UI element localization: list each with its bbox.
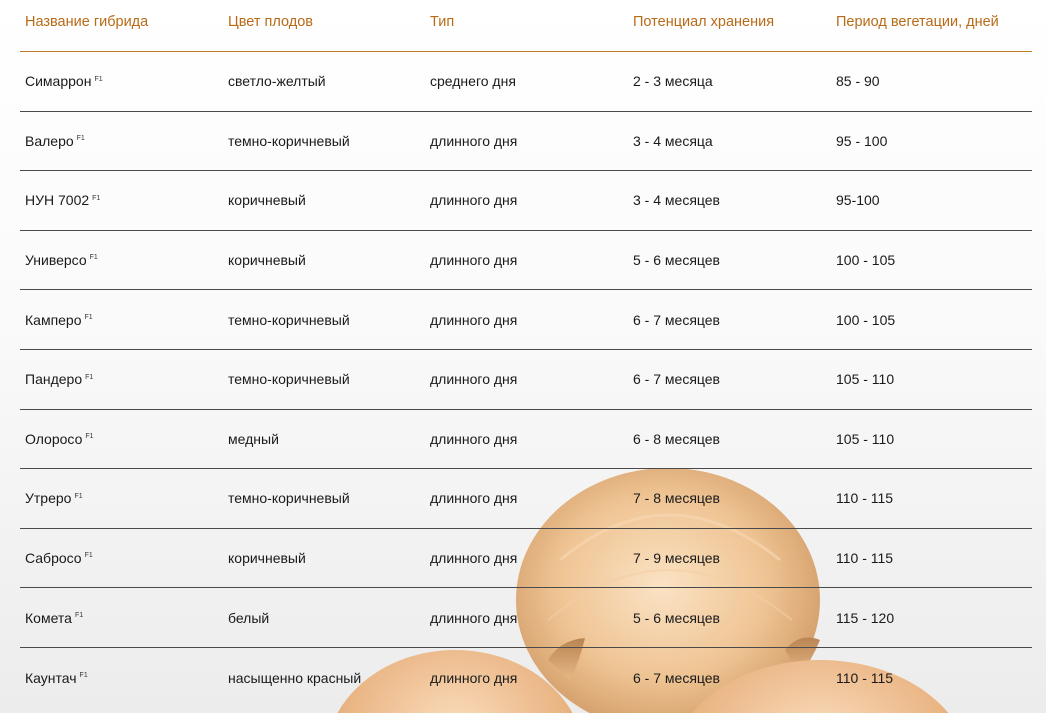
day-type: длинного дня <box>430 430 518 447</box>
day-type: длинного дня <box>430 550 518 567</box>
day-type: длинного дня <box>430 311 518 328</box>
day-type: длинного дня <box>430 371 518 388</box>
vegetation-period: 95-100 <box>836 192 880 209</box>
fruit-color: коричневый <box>228 252 306 269</box>
hybrid-name-cell <box>20 312 228 328</box>
day-type: длинного дня <box>430 192 518 209</box>
storage-potential: 7 - 8 месяцев <box>633 490 720 507</box>
vegetation-period: 110 - 115 <box>836 550 894 567</box>
f1-mark: F1 <box>89 254 98 262</box>
day-type: длинного дня <box>430 252 518 269</box>
table-row <box>20 290 1032 350</box>
day-type: длинного дня <box>430 669 518 686</box>
hybrid-name-cell <box>20 133 228 149</box>
hybrid-name: НУН 7002 <box>25 192 90 209</box>
storage-potential: 5 - 6 месяцев <box>633 252 720 269</box>
table-row <box>20 52 1032 112</box>
vegetation-period: 110 - 115 <box>836 669 894 686</box>
hybrid-name-cell <box>20 192 228 208</box>
f1-mark: F1 <box>74 492 83 500</box>
hybrid-name-cell <box>20 490 228 506</box>
table-row <box>20 231 1032 291</box>
fruit-color: насыщенно красный <box>228 669 362 686</box>
hybrid-name: Симаррон <box>25 73 92 90</box>
table-row <box>20 350 1032 410</box>
hybrid-name: Сабросо <box>25 550 82 567</box>
vegetation-period: 95 - 100 <box>836 132 888 149</box>
hybrid-name-cell <box>20 670 228 686</box>
hybrid-name-cell <box>20 550 228 566</box>
fruit-color: коричневый <box>228 192 306 209</box>
f1-mark: F1 <box>76 135 85 143</box>
table-row <box>20 469 1032 529</box>
hybrid-name: Олоросо <box>25 430 83 447</box>
fruit-color: темно-коричневый <box>228 132 350 149</box>
table-row <box>20 529 1032 589</box>
f1-mark: F1 <box>79 672 88 680</box>
fruit-color: светло-желтый <box>228 73 326 90</box>
day-type: среднего дня <box>430 73 516 90</box>
f1-mark: F1 <box>85 433 94 441</box>
hybrid-name: Комета <box>25 609 72 626</box>
storage-potential: 3 - 4 месяца <box>633 132 713 149</box>
f1-mark: F1 <box>74 611 84 619</box>
f1-mark: F1 <box>84 314 93 322</box>
storage-potential: 5 - 6 месяцев <box>633 609 720 626</box>
hybrid-name: Утреро <box>25 490 72 507</box>
header-period: Период вегетации, дней <box>836 14 999 30</box>
day-type: длинного дня <box>430 490 518 507</box>
hybrid-name: Каунтач <box>25 669 77 686</box>
vegetation-period: 110 - 115 <box>836 490 894 507</box>
hybrid-name-cell <box>20 252 228 268</box>
table-row <box>20 648 1032 708</box>
vegetation-period: 105 - 110 <box>836 371 895 388</box>
header-color: Цвет плодов <box>228 14 313 30</box>
fruit-color: темно-коричневый <box>228 490 350 507</box>
vegetation-period: 85 - 90 <box>836 73 880 90</box>
header-type: Тип <box>430 14 455 30</box>
f1-mark: F1 <box>84 552 93 560</box>
vegetation-period: 105 - 110 <box>836 430 895 447</box>
day-type: длинного дня <box>430 609 518 626</box>
vegetation-period: 100 - 105 <box>836 252 896 269</box>
storage-potential: 3 - 4 месяцев <box>633 192 720 209</box>
storage-potential: 7 - 9 месяцев <box>633 550 720 567</box>
table-row <box>20 171 1032 231</box>
table-row <box>20 588 1032 648</box>
table-row <box>20 410 1032 470</box>
storage-potential: 6 - 7 месяцев <box>633 371 720 388</box>
hybrid-name-cell <box>20 73 228 89</box>
table-row <box>20 112 1032 172</box>
storage-potential: 6 - 7 месяцев <box>633 669 720 686</box>
storage-potential: 6 - 7 месяцев <box>633 311 720 328</box>
day-type: длинного дня <box>430 132 518 149</box>
fruit-color: темно-коричневый <box>228 311 350 328</box>
hybrid-name: Валеро <box>25 132 74 149</box>
hybrid-name: Камперо <box>25 311 82 328</box>
header-name: Название гибрида <box>25 14 149 30</box>
vegetation-period: 100 - 105 <box>836 311 896 328</box>
storage-potential: 6 - 8 месяцев <box>633 430 720 447</box>
table-body <box>20 52 1032 708</box>
f1-mark: F1 <box>94 75 103 83</box>
hybrid-name-cell <box>20 431 228 447</box>
fruit-color: темно-коричневый <box>228 371 350 388</box>
header-storage: Потенциал хранения <box>633 14 775 30</box>
f1-mark: F1 <box>85 373 94 381</box>
table-header <box>20 0 1032 52</box>
hybrid-name-cell <box>20 371 228 387</box>
fruit-color: белый <box>228 609 270 626</box>
hybrid-name: Пандеро <box>25 371 83 388</box>
vegetation-period: 115 - 120 <box>836 609 895 626</box>
hybrid-name: Универсо <box>25 252 87 269</box>
hybrid-name-cell <box>20 610 228 626</box>
f1-mark: F1 <box>92 194 101 202</box>
fruit-color: коричневый <box>228 550 306 567</box>
storage-potential: 2 - 3 месяца <box>633 73 713 90</box>
fruit-color: медный <box>228 430 279 447</box>
hybrids-table <box>20 0 1032 708</box>
